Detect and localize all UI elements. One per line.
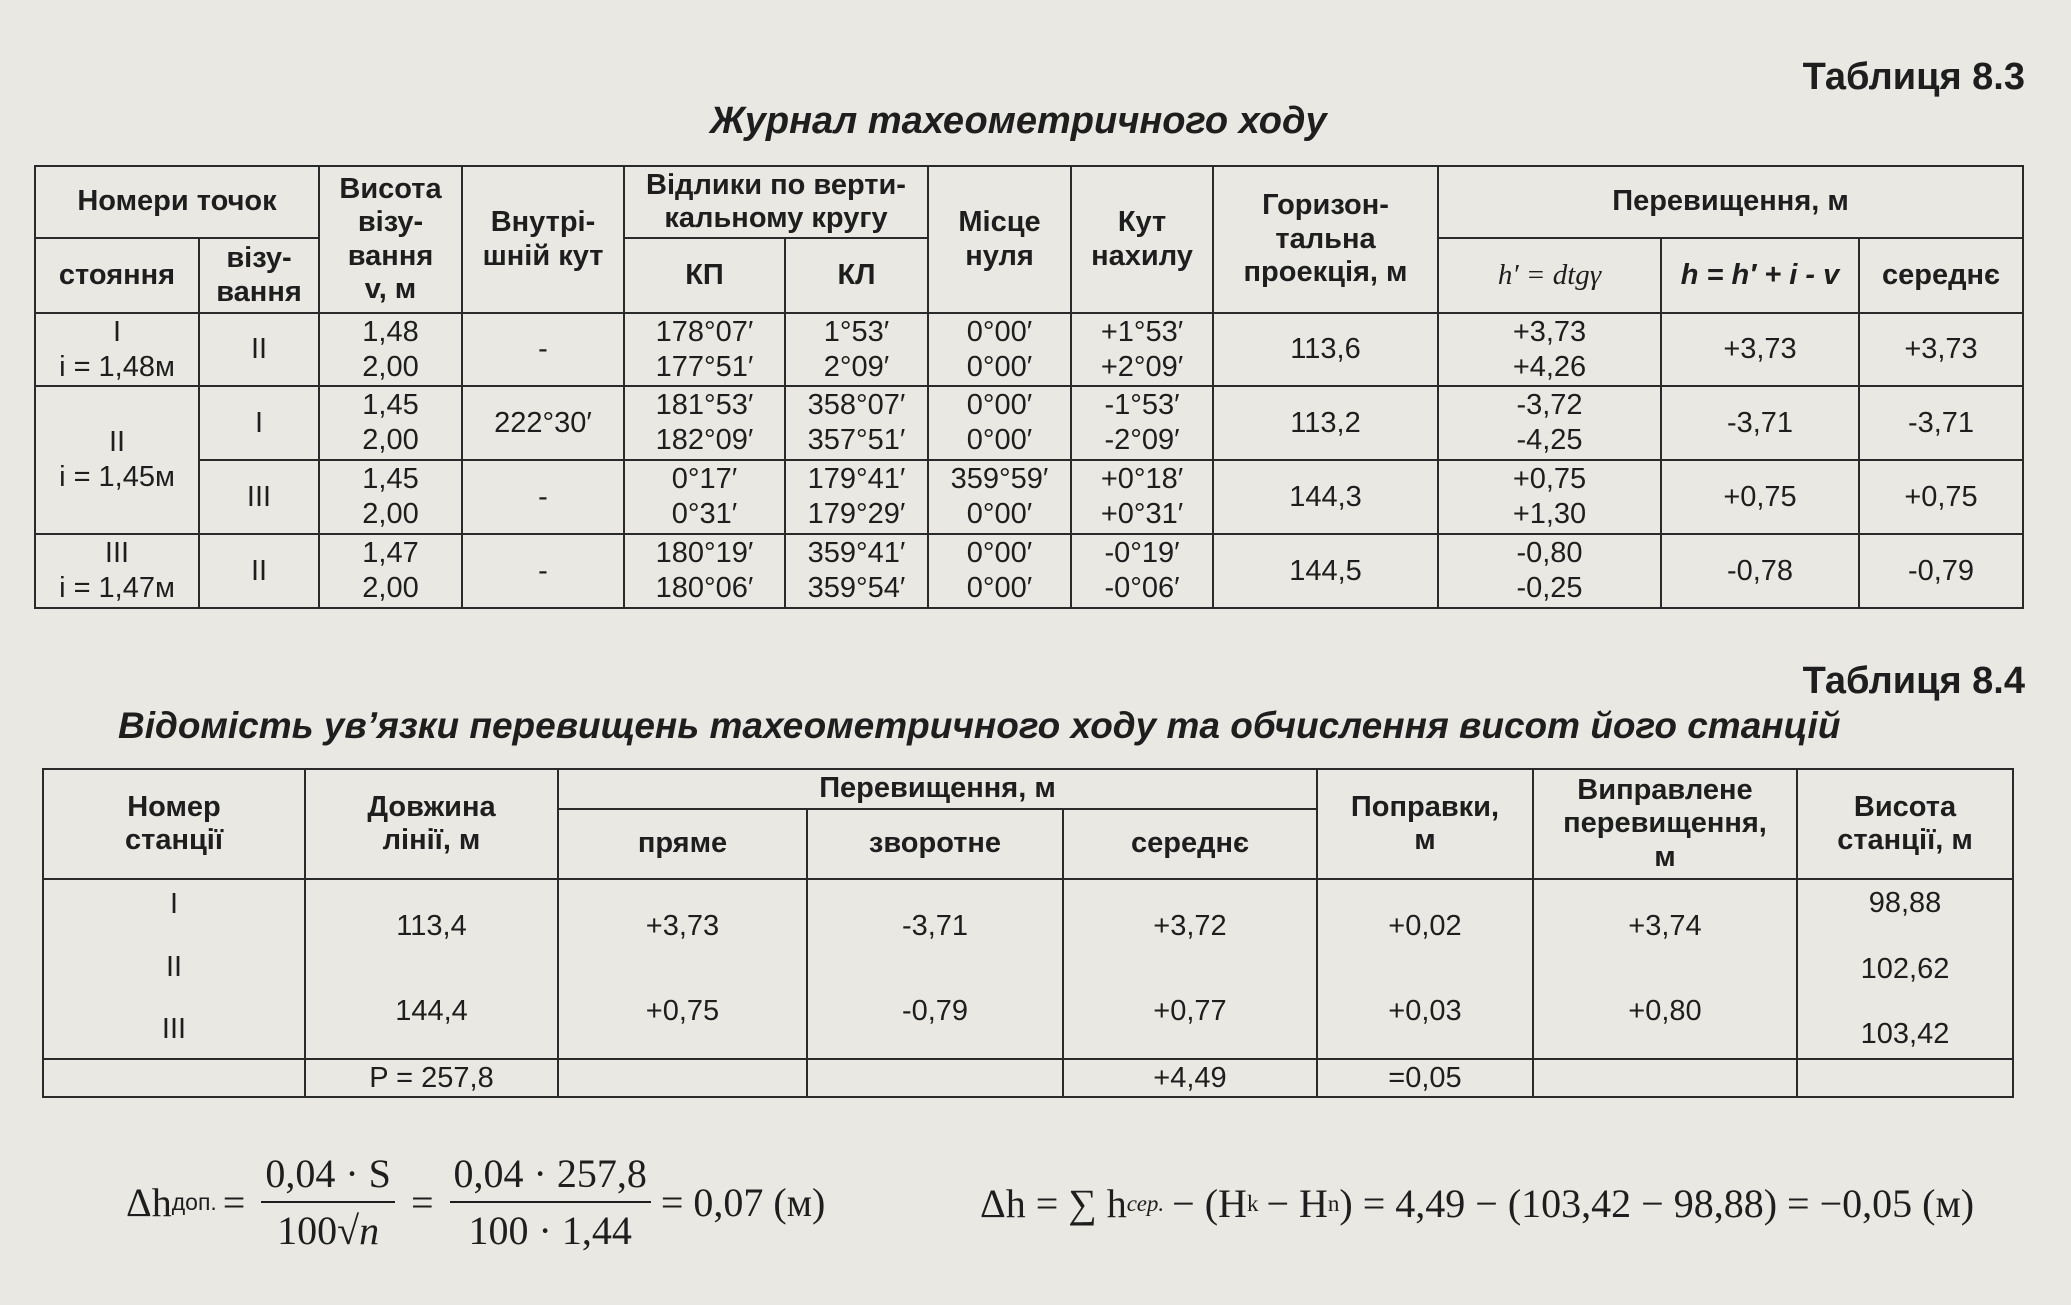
table-row <box>35 313 2023 386</box>
t2-header-direct: пряме <box>558 809 807 879</box>
cell-mean: +0,75 <box>1859 460 2023 534</box>
cell-v: 1,45 2,00 <box>319 460 462 534</box>
table2 <box>42 768 2014 1098</box>
f2-sub-k: k <box>1246 1190 1259 1216</box>
f1-frac1 <box>261 1150 395 1254</box>
f1-frac2 <box>450 1150 651 1254</box>
t2-height: 102,62 <box>1860 952 1950 985</box>
f1-sub: доп. <box>171 1188 217 1215</box>
t2-station: I <box>169 888 179 920</box>
header-elev: Перевищення, м <box>1438 166 2023 238</box>
t2-header-reverse: зворотне <box>807 809 1063 879</box>
cell-kl: 179°41′ 179°29′ <box>785 460 928 534</box>
t2-total-mean: +4,49 <box>1063 1059 1317 1097</box>
cell-kl: 358°07′ 357°51′ <box>785 386 928 460</box>
cell-station: I i = 1,48м <box>35 313 199 386</box>
formula-misclosure <box>980 1180 1974 1227</box>
cell-slope: +0°18′ +0°31′ <box>1071 460 1213 534</box>
cell-d: 144,5 <box>1213 534 1438 608</box>
header-mean: середнє <box>1859 238 2023 313</box>
header-kp: КП <box>624 238 785 313</box>
f2-sub-n: n <box>1327 1190 1340 1216</box>
cell-mean: +3,73 <box>1859 313 2023 386</box>
cell-h: -0,78 <box>1661 534 1859 608</box>
cell-d: 113,6 <box>1213 313 1438 386</box>
t2-header-fixed: Виправлене перевищення, м <box>1533 769 1797 879</box>
t2-station: III <box>161 1013 187 1046</box>
cell-zero: 0°00′ 0°00′ <box>928 534 1071 608</box>
cell-angle: - <box>462 313 624 386</box>
t2-height: 103,42 <box>1860 1018 1950 1051</box>
cell-sight: II <box>199 534 319 608</box>
cell-angle: 222°30′ <box>462 386 624 460</box>
cell-sight: II <box>199 313 319 386</box>
cell-kp: 181°53′ 182°09′ <box>624 386 785 460</box>
cell-slope: +1°53′ +2°09′ <box>1071 313 1213 386</box>
t2-fixed: +3,74 <box>1628 910 1702 943</box>
header-kl: КЛ <box>785 238 928 313</box>
cell-zero: 0°00′ 0°00′ <box>928 386 1071 460</box>
cell-hp: -3,72 -4,25 <box>1438 386 1661 460</box>
f2-a: Δh = ∑ h <box>980 1181 1127 1226</box>
cell-zero: 359°59′ 0°00′ <box>928 460 1071 534</box>
header-h-formula: h = h′ + i - v <box>1661 238 1859 313</box>
t2-reverse: -0,79 <box>901 995 969 1028</box>
cell-station: II i = 1,45м <box>35 386 199 534</box>
header-height: Висота візу- вання v, м <box>319 166 462 313</box>
table2-title: Відомість ув’язки перевищень тахеометричного ходу та обчислення висот його станцій <box>118 705 1841 746</box>
t2-header-length: Довжина лінії, м <box>305 769 558 879</box>
t2-corr: +0,03 <box>1388 995 1462 1028</box>
t2-corr: +0,02 <box>1388 910 1462 943</box>
t2-reverse: -3,71 <box>901 910 969 943</box>
f1-den1-a: 100 <box>277 1208 338 1253</box>
cell-slope: -0°19′ -0°06′ <box>1071 534 1213 608</box>
cell-v: 1,48 2,00 <box>319 313 462 386</box>
t2-direct: +3,73 <box>645 910 720 943</box>
f2-b: − (H <box>1172 1181 1247 1226</box>
cell-angle: - <box>462 460 624 534</box>
table1 <box>34 165 2024 609</box>
t2-mean: +0,77 <box>1153 995 1227 1028</box>
f2-c: − H <box>1266 1181 1328 1226</box>
table-row <box>35 460 2023 534</box>
table1-title: Журнал тахеометричного ходу <box>710 100 1327 142</box>
f1-den2: 100 · 1,44 <box>468 1208 632 1253</box>
f1-num2: 0,04 · 257,8 <box>450 1150 651 1203</box>
f1-lhs: Δh <box>126 1179 172 1225</box>
t2-total-corr: =0,05 <box>1317 1059 1533 1097</box>
cell-sight: I <box>199 386 319 460</box>
table1-number: Таблиця 8.3 <box>1802 56 2025 98</box>
header-inner-angle: Внутрі- шній кут <box>462 166 624 313</box>
cell-sight: III <box>199 460 319 534</box>
cell-kp: 178°07′ 177°51′ <box>624 313 785 386</box>
t2-header-elev: Перевищення, м <box>558 769 1317 809</box>
cell-hp: +0,75 +1,30 <box>1438 460 1661 534</box>
t2-header-height: Висота станції, м <box>1797 769 2013 879</box>
cell-kl: 359°41′ 359°54′ <box>785 534 928 608</box>
t2-total-empty <box>43 1059 305 1097</box>
cell-mean: -0,79 <box>1859 534 2023 608</box>
t2-length: 113,4 <box>396 910 467 943</box>
table-row <box>43 879 2013 1059</box>
t2-direct: +0,75 <box>645 995 720 1028</box>
header-slope: Кут нахилу <box>1071 166 1213 313</box>
cell-v: 1,45 2,00 <box>319 386 462 460</box>
cell-h: -3,71 <box>1661 386 1859 460</box>
header-station: стояння <box>35 238 199 313</box>
f2-rhs: ) = 4,49 − (103,42 − 98,88) = −0,05 (м) <box>1339 1181 1975 1226</box>
t2-mean: +3,72 <box>1153 910 1227 943</box>
f1-den1-b: √n <box>337 1208 380 1253</box>
table2-number: Таблиця 8.4 <box>1802 660 2025 702</box>
f1-rhs: = 0,07 (м) <box>660 1179 826 1225</box>
cell-station: III i = 1,47м <box>35 534 199 608</box>
cell-zero: 0°00′ 0°00′ <box>928 313 1071 386</box>
header-zero: Місце нуля <box>928 166 1071 313</box>
t2-header-station: Номер станції <box>43 769 305 879</box>
cell-hp: -0,80 -0,25 <box>1438 534 1661 608</box>
cell-v: 1,47 2,00 <box>319 534 462 608</box>
cell-angle: - <box>462 534 624 608</box>
t2-fixed: +0,80 <box>1628 995 1702 1028</box>
cell-kp: 180°19′ 180°06′ <box>624 534 785 608</box>
f1-num1: 0,04 · S <box>261 1150 395 1203</box>
t2-header-mean: середнє <box>1063 809 1317 879</box>
cell-h: +3,73 <box>1661 313 1859 386</box>
cell-mean: -3,71 <box>1859 386 2023 460</box>
cell-kl: 1°53′ 2°09′ <box>785 313 928 386</box>
table-row <box>35 534 2023 608</box>
header-readings: Відлики по верти- кальному кругу <box>624 166 928 238</box>
header-horiz: Горизон- тальна проекція, м <box>1213 166 1438 313</box>
header-sight: візу- вання <box>199 238 319 313</box>
cell-d: 113,2 <box>1213 386 1438 460</box>
f2-sub: сер. <box>1126 1190 1165 1216</box>
t2-height: 98,88 <box>1868 887 1942 919</box>
cell-d: 144,3 <box>1213 460 1438 534</box>
cell-hp: +3,73 +4,26 <box>1438 313 1661 386</box>
formula-tolerance: Δh доп. = $\frac{0,04 \cdot S}{100√n}$ = $\frac{0,04 \cdot 257,8}{100 \cdot 1,44}$ = 0,07 (м) <box>126 1151 826 1253</box>
cell-kp: 0°17′ 0°31′ <box>624 460 785 534</box>
t2-header-corr: Поправки, м <box>1317 769 1533 879</box>
t2-total-p: P = 257,8 <box>305 1059 558 1097</box>
header-points: Номери точок <box>35 166 319 238</box>
cell-slope: -1°53′ -2°09′ <box>1071 386 1213 460</box>
table-row <box>35 386 2023 460</box>
t2-station: II <box>165 950 183 983</box>
header-h-prime: h′ = dtgγ <box>1438 238 1661 313</box>
cell-h: +0,75 <box>1661 460 1859 534</box>
t2-length: 144,4 <box>395 995 468 1028</box>
table-row-total <box>43 1059 2013 1097</box>
